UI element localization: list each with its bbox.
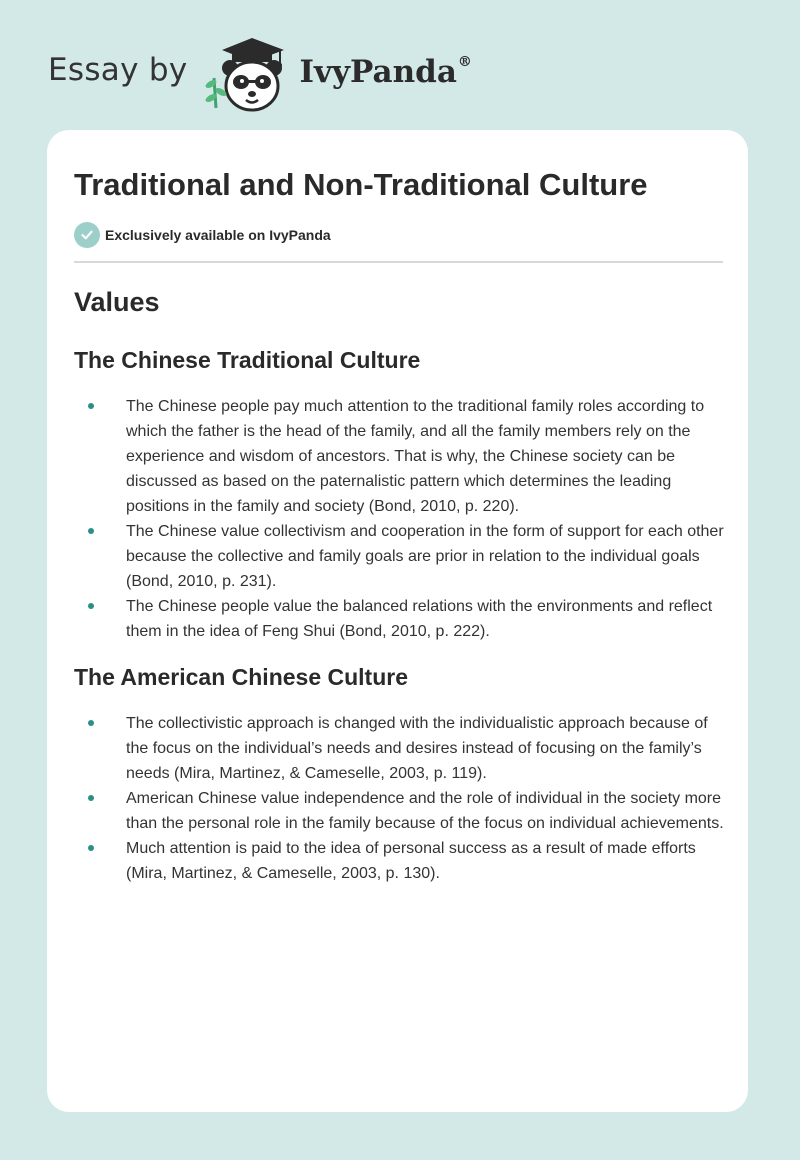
- list-item: The Chinese people value the balanced relations with the environments and reflect them in the idea of Feng Shui (Bond, 2010, p. 222).: [47, 594, 748, 644]
- american-culture-list: [47, 711, 748, 886]
- check-icon: [74, 222, 100, 248]
- subsection-heading-american: The American Chinese Culture: [74, 664, 409, 690]
- list-item: American Chinese value independence and the role of individual in the society more than the personal role in the family because of the focus on individual achievements.: [47, 786, 748, 836]
- bullet-icon: [88, 528, 94, 534]
- bullet-icon: [88, 720, 94, 726]
- site-header: [48, 34, 472, 114]
- bullet-icon: [88, 795, 94, 801]
- list-item: Much attention is paid to the idea of personal success as a result of made efforts (Mira, Martinez, & Cameselle, 2003, p. 130).: [47, 836, 748, 886]
- page-title: Traditional and Non-Traditional Culture: [74, 167, 648, 202]
- list-item: The collectivistic approach is changed with the individualistic approach because of the focus on the individual’s needs and desires instead of focusing on the family’s needs (Mira, Martinez, & Cameselle, 2003, p. 119).: [47, 711, 748, 786]
- subsection-heading-traditional: The Chinese Traditional Culture: [74, 347, 421, 373]
- bullet-icon: [88, 603, 94, 609]
- essay-by-label: Essay by: [48, 52, 188, 88]
- traditional-culture-list: [47, 394, 748, 644]
- bullet-icon: [88, 403, 94, 409]
- article-card: [47, 130, 748, 1112]
- registered-mark: ®: [457, 54, 472, 70]
- list-item: The Chinese value collectivism and cooperation in the form of support for each other because the collective and family goals are prior in relation to the individual goals (Bond, 2010, p. 231).: [47, 519, 748, 594]
- list-item: The Chinese people pay much attention to the traditional family roles according to which the father is the head of the family, and all the family members rely on the experience and wisdom of ancestors. That is why, the Chinese society can be discussed as based on the paternalistic pattern which determines the leading positions in the family and society (Bond, 2010, p. 220).: [47, 394, 748, 519]
- bullet-icon: [88, 845, 94, 851]
- divider: [74, 261, 723, 263]
- section-heading-values: Values: [74, 287, 160, 317]
- exclusive-badge: [74, 222, 331, 248]
- panda-logo-icon[interactable]: [202, 34, 294, 114]
- badge-text: Exclusively available on IvyPanda: [105, 227, 331, 243]
- brand-name[interactable]: IvyPanda®: [299, 54, 472, 90]
